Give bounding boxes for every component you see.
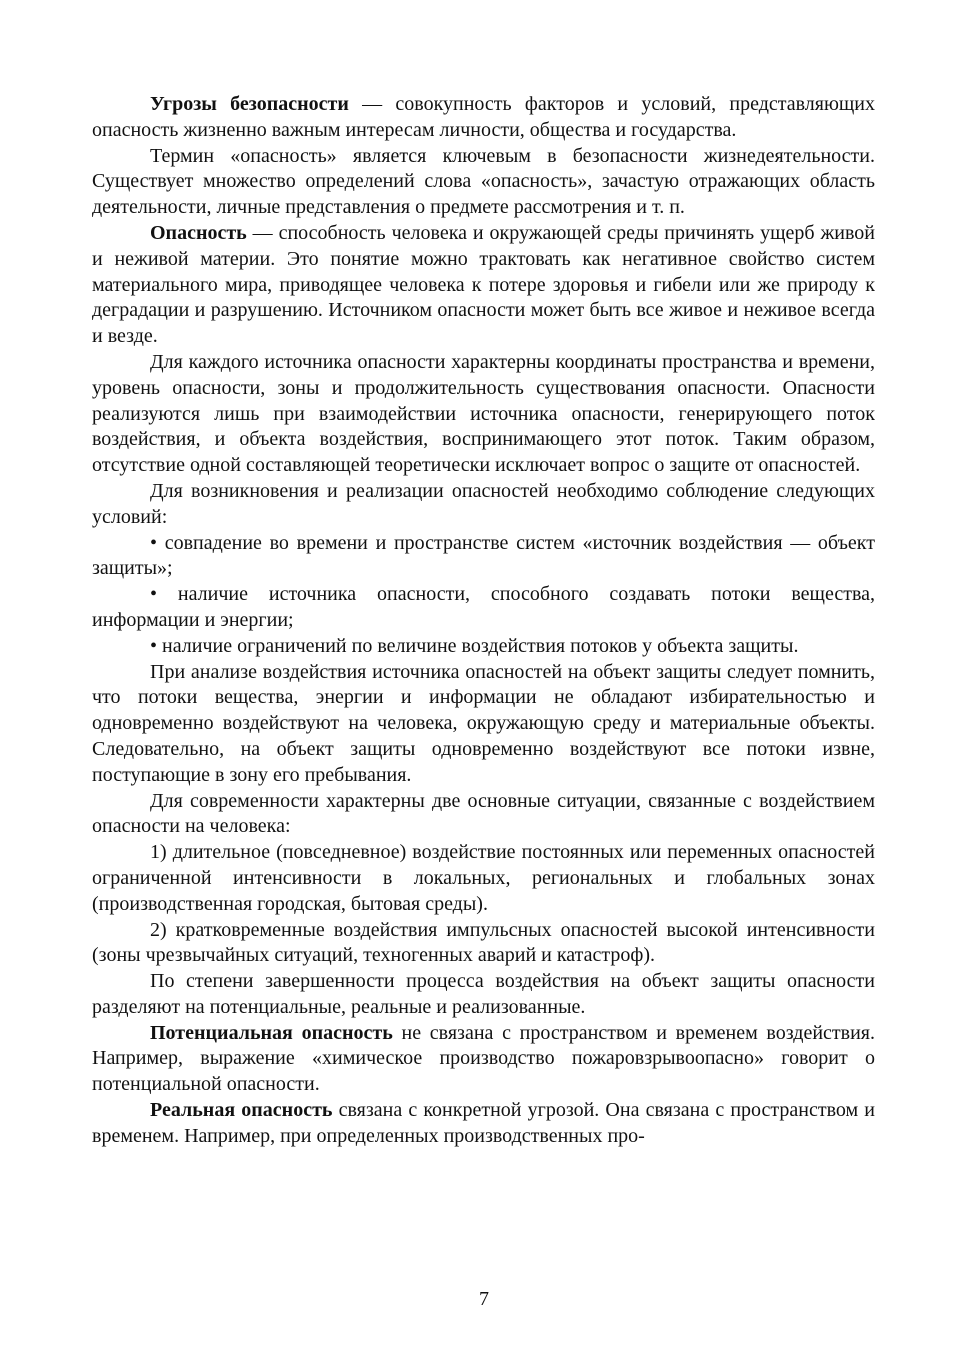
list-item-condition-2: • наличие источника опасности, способного создавать потоки вещества, информации и энергии; [92, 583, 875, 631]
paragraph-text: — способность человека и окружающей среды причинять ущерб живой и неживой материи. Это понятие можно трактовать как негативное свойство систем материального мира, приводящее человека к потере здоровья и гибели или же природу к деградации и разрушению. Источником опасности может быть все живое и неживое всегда и везде. [92, 221, 875, 348]
paragraph-threats-definition [92, 92, 875, 144]
paragraph-term-danger: Термин «опасность» является ключевым в безопасности жизнедеятельности. Существует множество определений слова «опасность», зачастую отражающих область деятельности, личные представления о предмете рассмотрения и т. п. [92, 144, 875, 219]
term-threats: Угрозы безопасности [150, 93, 349, 115]
paragraph-conditions-intro: Для возникновения и реализации опасностей необходимо соблюдение следующих условий: [92, 479, 875, 528]
paragraph-text: — совокупность факторов и условий, представляющих опасность жизненно важным интересам личности, общества и государства. [92, 93, 876, 141]
paragraph-danger-source: Для каждого источника опасности характерны координаты пространства и времени, уровень опасности, зоны и продолжительность существования опасности. Опасности реализуются лишь при взаимодействии источника опасности, генерирующего поток воздействия, и объекта воздействия, воспринимающего этот поток. Таким образом, отсутствие одной составляющей теоретически исключает вопрос о защите от опасностей. [92, 350, 875, 477]
list-item-condition-1: • совпадение во времени и пространстве систем «источник воздействия — объект защиты»; [92, 531, 875, 580]
term-danger: Опасность [150, 221, 247, 244]
page-number: 7 [479, 1288, 489, 1310]
paragraph-analysis: При анализе воздействия источника опасностей на объект защиты следует помнить, что потоки вещества, энергии и информации не обладают избирательностью и одновременно воздействуют на человека, окружающую среду и материальные объекты. Следовательно, на объект защиты одновременно воздействуют все потоки извне, поступающие в зону его пребывания. [92, 660, 875, 786]
term-real-danger: Реальная опасность [150, 1099, 333, 1122]
list-item-situation-1: 1) длительное (повседневное) воздействие постоянных или переменных опасностей ограниченной интенсивности в локальных, региональных и глобальных зонах (производственная городская, бытовая среды). [92, 841, 875, 915]
page-body [92, 92, 875, 1150]
paragraph-completion-degree: По степени завершенности процесса воздействия на объект защиты опасности разделяют на потенциальные, реальные и реализованные. [92, 970, 875, 1018]
list-item-situation-2: 2) кратковременные воздействия импульсных опасностей высокой интенсивности (зоны чрезвычайных ситуаций, техногенных аварий и катастроф). [92, 918, 875, 967]
paragraph-text: не связана с пространством и временем воздействия. Например, выражение «химическое производство пожаровзрывоопасно» говорит о потенциальной опасности. [92, 1021, 875, 1096]
list-item-condition-3: • наличие ограничений по величине воздействия потоков у объекта защиты. [150, 634, 799, 657]
term-potential-danger: Потенциальная опасность [150, 1021, 393, 1044]
paragraph-situations-intro: Для современности характерны две основные ситуации, связанные с воздействием опасности на человека: [92, 789, 875, 838]
paragraph-text: связана с конкретной угрозой. Она связана с пространством и временем. Например, при определенных производственных про- [92, 1099, 875, 1147]
paragraph-real-danger [92, 1098, 875, 1150]
paragraph-potential-danger [92, 1021, 875, 1098]
paragraph-danger-definition [92, 221, 875, 350]
